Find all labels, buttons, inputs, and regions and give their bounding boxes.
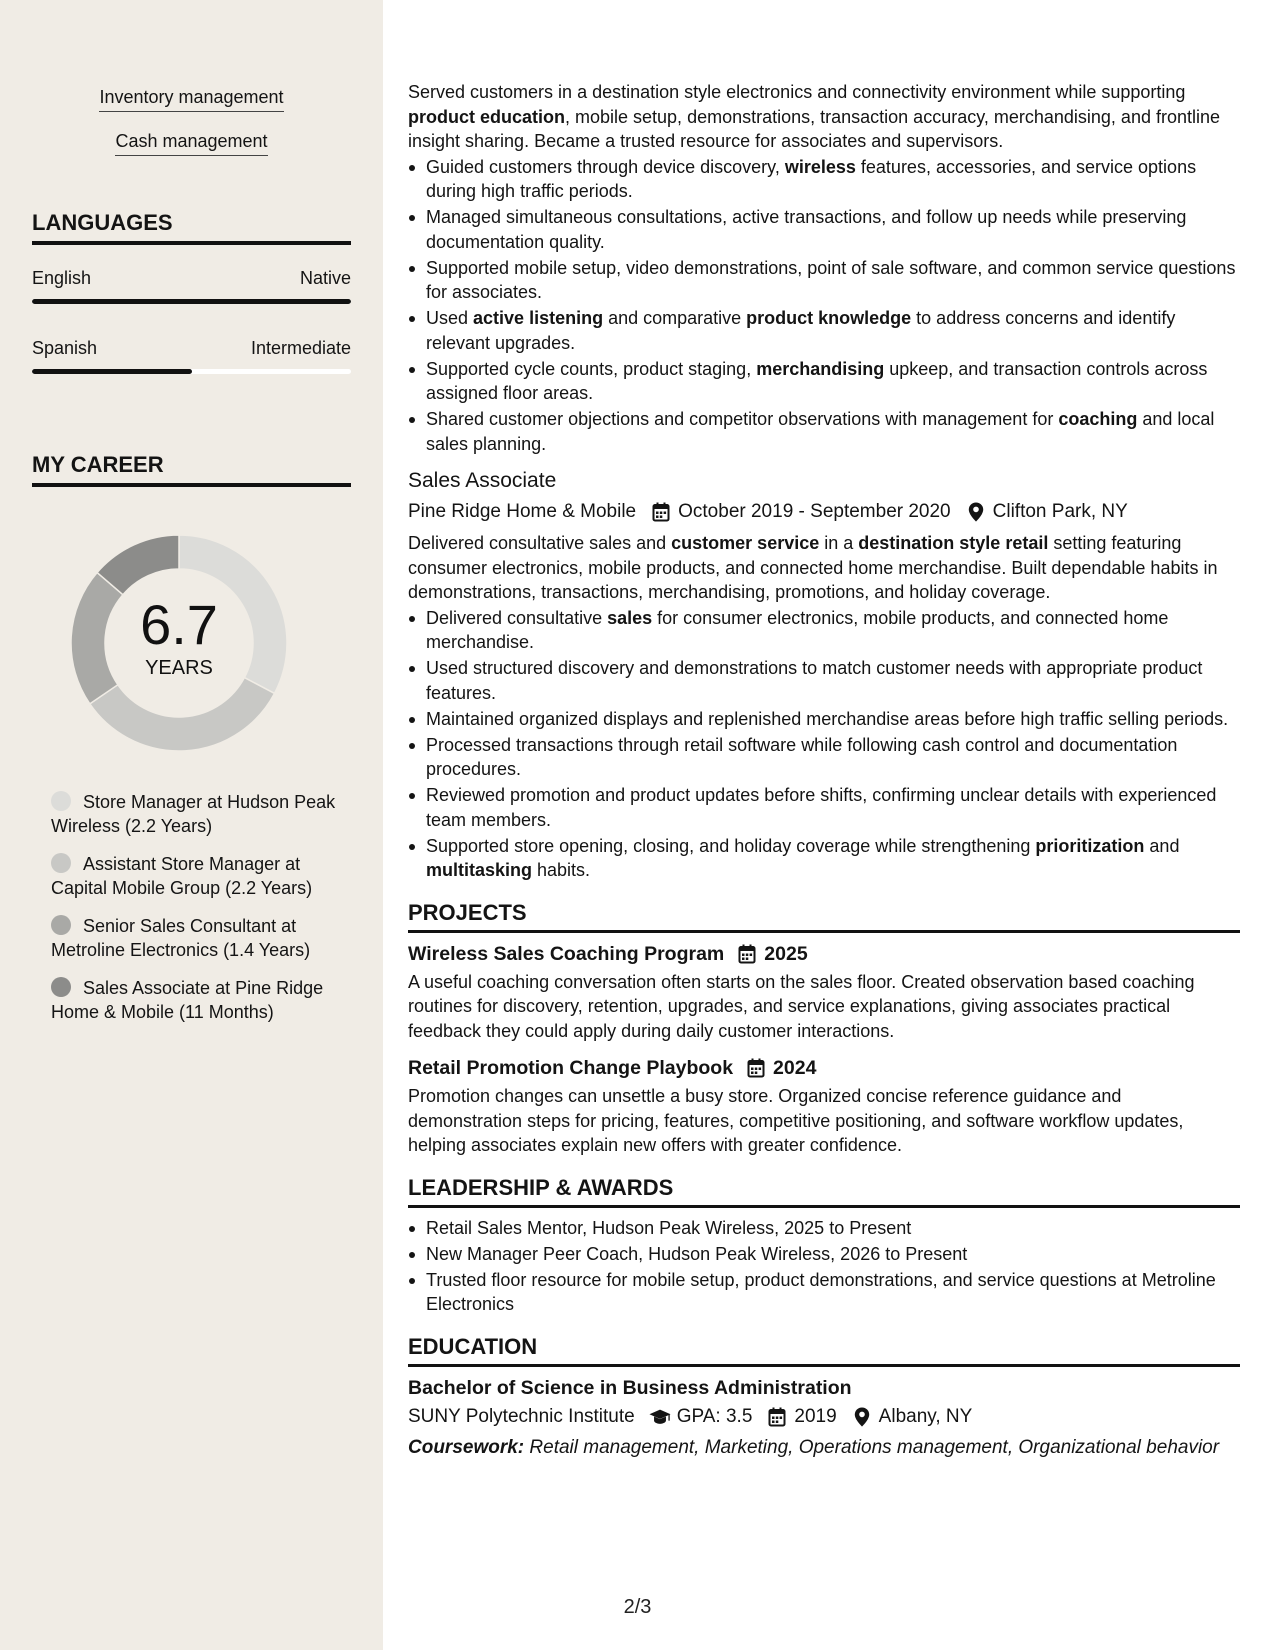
leadership-item: New Manager Peer Coach, Hudson Peak Wireless, 2026 to Present [408, 1242, 1240, 1267]
location-pin-icon [965, 501, 987, 523]
language-proficiency-bar [32, 369, 351, 374]
emphasis-text: coaching [1058, 409, 1138, 429]
project-name: Wireless Sales Coaching Program [408, 942, 725, 965]
job-meta [408, 500, 1240, 524]
education-coursework [408, 1436, 1240, 1460]
text-run: Used [426, 308, 474, 328]
bullet-item [408, 205, 1240, 254]
text-run: habits. [532, 860, 591, 880]
legend-item [51, 914, 341, 962]
text-run: Managed simultaneous consultations, active transactions, and follow up needs while preserving documentation quality. [426, 207, 1187, 252]
emphasis-text: sales [607, 607, 653, 628]
emphasis-text: active listening [473, 308, 604, 328]
emphasis-text: multitasking [426, 860, 533, 880]
text-run: upkeep, and transaction controls across assigned floor areas. [426, 358, 1208, 403]
legend-label: Sales Associate at Pine Ridge Home & Mobile (11 Months) [51, 978, 324, 1022]
bullet-item [408, 606, 1240, 655]
bullet-item [408, 306, 1240, 355]
legend-item [51, 852, 341, 900]
text-run: Delivered consultative [426, 607, 608, 628]
project-title [408, 941, 1240, 967]
project-title [408, 1055, 1240, 1081]
career-total [62, 526, 296, 760]
leadership-heading: LEADERSHIP & AWARDS [408, 1174, 1240, 1208]
text-run: Reviewed promotion and product updates before shifts, confirming unclear details with experienced team members. [426, 785, 1217, 830]
emphasis-text: customer service [671, 533, 820, 553]
text-run: features, accessories, and service options during high traffic periods. [426, 156, 1197, 201]
leadership-list [408, 1216, 1240, 1317]
emphasis-text: product education [408, 106, 565, 127]
leadership-item: Retail Sales Mentor, Hudson Peak Wireless, 2025 to Present [408, 1216, 1240, 1241]
legend-swatch [51, 915, 71, 935]
calendar-icon [745, 1057, 767, 1079]
job-title: Sales Associate [408, 469, 557, 492]
job-dates: October 2019 - September 2020 [678, 501, 951, 522]
education-heading: EDUCATION [408, 1333, 1240, 1367]
bullet-item [408, 783, 1240, 832]
language-english [32, 267, 351, 304]
text-run: and comparative [603, 308, 747, 328]
projects-heading: PROJECTS [408, 899, 1240, 933]
education-gpa: GPA: 3.5 [676, 1405, 753, 1427]
sidebar [0, 0, 383, 1650]
education-meta [408, 1405, 1240, 1429]
job-summary [408, 531, 1240, 605]
bullet-item [408, 407, 1240, 456]
leadership-item: Trusted floor resource for mobile setup, product demonstrations, and service questions at Metroline Electronics [408, 1268, 1240, 1317]
project-name: Retail Promotion Change Playbook [408, 1057, 734, 1079]
text-run: Supported store opening, closing, and holiday coverage while strengthening [426, 835, 1036, 856]
skill-tag: Cash management [115, 130, 267, 156]
text-run: Shared customer objections and competitor observations with management for [426, 409, 1059, 429]
emphasis-text: wireless [784, 156, 856, 177]
bullet-item [408, 656, 1240, 705]
legend-item [51, 790, 341, 838]
text-run: and local sales planning. [426, 409, 1215, 454]
location-pin-icon [851, 1406, 873, 1428]
text-run: setting featuring consumer electronics, mobile products, and connected home merchandise. Built dependable habits in demonstrations, transactions, merchandising, promotions, and holiday coverage. [408, 533, 1218, 602]
legend-label: Assistant Store Manager at Capital Mobile Group (2.2 Years) [51, 854, 313, 898]
language-proficiency-fill [32, 369, 192, 374]
text-run: Supported mobile setup, video demonstrations, point of sale software, and common service questions for associates. [426, 257, 1236, 302]
legend-swatch [51, 977, 71, 997]
language-name: Spanish [32, 338, 98, 358]
job-bullets [408, 606, 1240, 883]
text-run: Delivered consultative sales and [408, 533, 672, 553]
calendar-icon [736, 943, 758, 965]
education-year: 2019 [794, 1405, 837, 1427]
calendar-icon [650, 501, 672, 523]
emphasis-text: product knowledge [746, 308, 912, 328]
text-run: Supported cycle counts, product staging, [426, 358, 757, 379]
calendar-icon [766, 1406, 788, 1428]
text-run: Served customers in a destination style electronics and connectivity environment while supporting [408, 82, 1186, 102]
education-school: SUNY Polytechnic Institute [408, 1405, 635, 1427]
text-run: in a [819, 533, 859, 553]
text-run: Used structured discovery and demonstrations to match customer needs with appropriate product features. [426, 658, 1203, 703]
job-company: Pine Ridge Home & Mobile [408, 501, 637, 522]
emphasis-text: merchandising [756, 358, 885, 379]
language-proficiency-fill [32, 299, 351, 304]
language-level: Intermediate [250, 338, 351, 358]
education-degree: Bachelor of Science in Business Administration [408, 1376, 852, 1399]
language-level: Native [299, 268, 351, 288]
legend-label: Senior Sales Consultant at Metroline Electronics (1.4 Years) [51, 916, 311, 960]
bullet-item [408, 733, 1240, 782]
legend-item [51, 976, 341, 1024]
project-year: 2024 [773, 1057, 817, 1079]
skill-tag: Inventory management [99, 86, 283, 112]
language-proficiency-bar [32, 299, 351, 304]
legend-label: Store Manager at Hudson Peak Wireless (2.2 Years) [51, 792, 336, 836]
career-legend [51, 790, 341, 1038]
main-content [408, 0, 1240, 1650]
bullet-item [408, 155, 1240, 204]
project-year: 2025 [764, 942, 808, 965]
text-run: , mobile setup, demonstrations, transaction accuracy, merchandising, and frontline insight sharing. Became a trusted resource for associates and supervisors. [408, 106, 1221, 151]
page-number: 2/3 [623, 1596, 652, 1618]
bullet-item [408, 834, 1240, 883]
legend-swatch [51, 791, 71, 811]
language-spanish [32, 337, 351, 374]
education-location: Albany, NY [878, 1405, 973, 1427]
career-total-unit: YEARS [145, 657, 213, 679]
legend-swatch [51, 853, 71, 873]
text-run: to address concerns and identify relevant upgrades. [426, 308, 1176, 353]
graduation-cap-icon [649, 1406, 671, 1428]
bullet-item [408, 707, 1240, 732]
coursework-label: Coursework: [408, 1436, 525, 1458]
emphasis-text: destination style retail [858, 533, 1049, 553]
bullet-item [408, 357, 1240, 406]
intro-bullets [408, 155, 1240, 457]
language-name: English [32, 268, 92, 288]
intro-summary [408, 80, 1240, 154]
job-location: Clifton Park, NY [992, 501, 1128, 522]
text-run: Processed transactions through retail software while following cash control and documentation procedures. [426, 734, 1178, 779]
emphasis-text: prioritization [1035, 835, 1145, 856]
project-description: A useful coaching conversation often starts on the sales floor. Created observation based coaching routines for discovery, retention, upgrades, and service explanations, giving associates practical feedback they could apply during daily customer interactions. [408, 971, 1195, 1041]
career-heading: MY CAREER [32, 451, 351, 487]
text-run: Maintained organized displays and replenished merchandise areas before high traffic selling periods. [426, 708, 1229, 729]
skills-list [0, 86, 383, 174]
text-run: for consumer electronics, mobile products, and connected home merchandise. [426, 607, 1169, 652]
languages-heading: LANGUAGES [32, 209, 351, 245]
text-run: and [1144, 835, 1180, 856]
project-description: Promotion changes can unsettle a busy store. Organized concise reference guidance and demonstration steps for pricing, features, competitive positioning, and software workflow updates, helping associates explain new offers with greater confidence. [408, 1086, 1184, 1155]
bullet-item [408, 256, 1240, 305]
text-run: Guided customers through device discovery, [426, 156, 785, 177]
career-total-value: 6.7 [140, 593, 218, 656]
coursework-list: Retail management, Marketing, Operations management, Organizational behavior [524, 1436, 1220, 1458]
